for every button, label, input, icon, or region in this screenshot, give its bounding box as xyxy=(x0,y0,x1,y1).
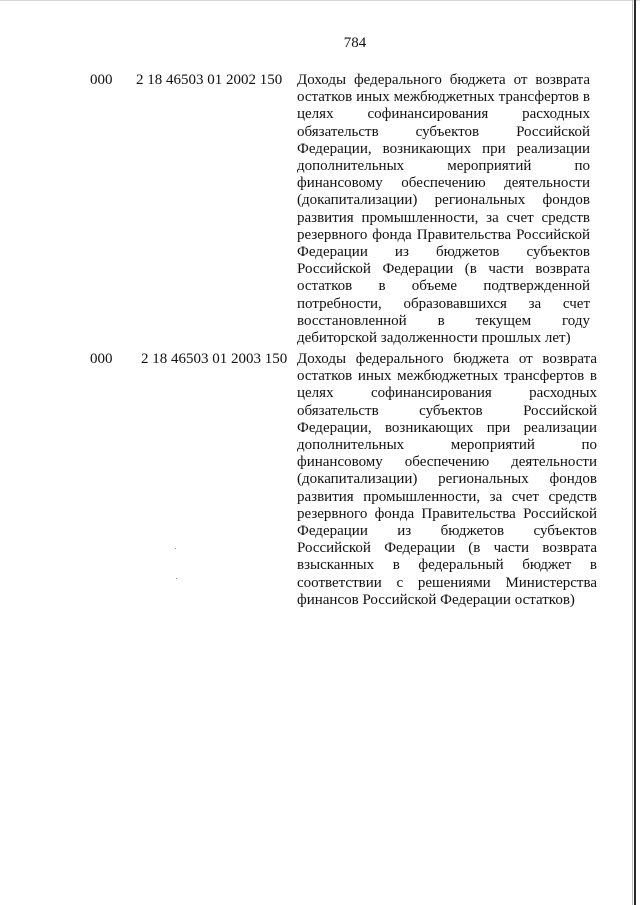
scan-border-right xyxy=(634,0,636,905)
description-cell: Доходы федерального бюджета от возврата остатков иных межбюджетных трансфертов в целях софинансирования расходных обязательств субъектов Российской Федерации, возникающих при реализации дополнительных мероприятий по финансовому обеспечению деятельности (докапитализации) региональных фондов развития промышленности, за счет средств резервного фонда Правительства Российской Федерации из бюджетов субъектов Российской Федерации (в части возврата взысканных в федеральный бюджет в соответствии с решениями Министерства финансов Российской Федерации остатков) xyxy=(297,351,597,608)
scan-speck xyxy=(176,578,177,579)
kbk-code-cell: 2 18 46503 01 2003 150 xyxy=(141,351,288,367)
description-cell: Доходы федерального бюджета от возврата остатков иных межбюджетных трансфертов в целях софинансирования расходных обязательств субъектов Российской Федерации, возникающих при реализации дополнительных мероприятий по финансовому обеспечению деятельности (докапитализации) региональных фондов развития промышленности, за счет средств резервного фонда Правительства Российской Федерации из бюджетов субъектов Российской Федерации (в части возврата остатков в объеме подтвержденной потребности, образовавшихся за счет восстановленной в текущем году дебиторской задолженности прошлых лет) xyxy=(297,72,590,347)
page-number: 784 xyxy=(343,35,367,51)
kbk-code-cell: 2 18 46503 01 2002 150 xyxy=(136,72,283,88)
scan-border-top xyxy=(0,0,640,1)
scan-speck xyxy=(175,548,176,549)
scan-border-right-inner xyxy=(632,0,633,905)
admin-code-cell: 000 xyxy=(90,72,113,88)
admin-code-cell: 000 xyxy=(90,351,113,367)
